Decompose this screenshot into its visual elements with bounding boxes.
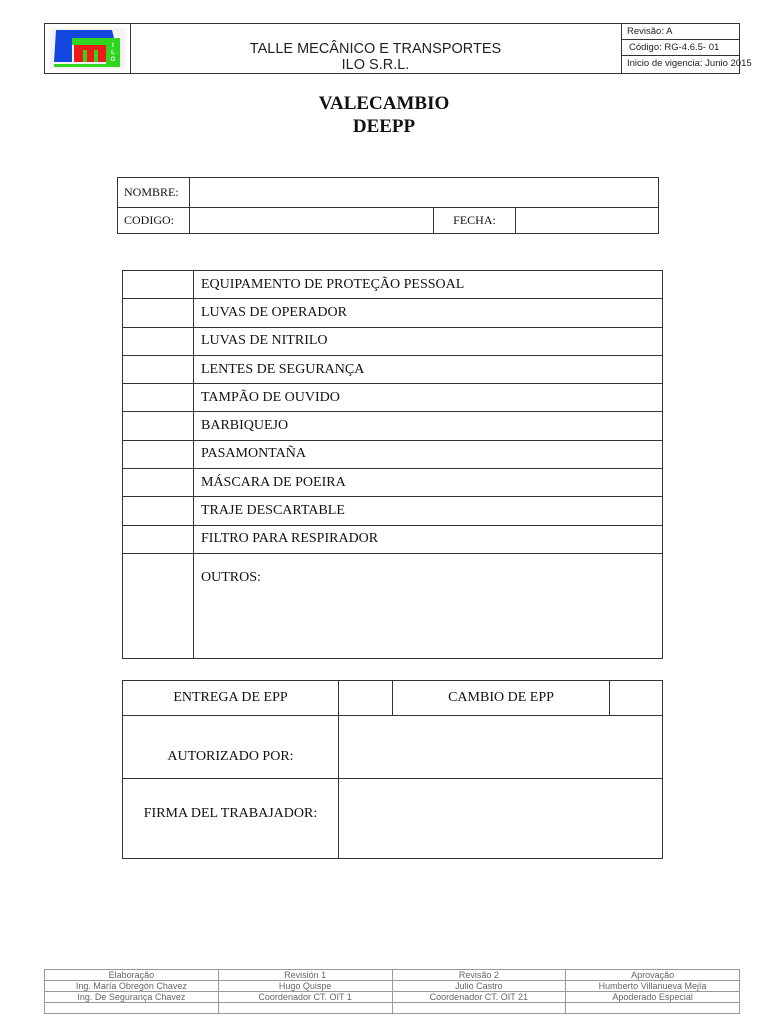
epp-row <box>123 355 663 383</box>
footer-header-revision1: Revisión 1 <box>218 970 392 981</box>
footer-header-elaboration: Elaboração <box>45 970 219 981</box>
name-field[interactable] <box>190 178 659 208</box>
epp-item-label: LENTES DE SEGURANÇA <box>194 355 663 383</box>
employee-info-table <box>117 177 659 234</box>
page-title-line2: DEEPP <box>352 116 416 137</box>
epp-item-label: LUVAS DE NITRILO <box>194 327 663 355</box>
epp-item-label: MÁSCARA DE POEIRA <box>194 469 663 497</box>
footer-signature-cell <box>566 1003 740 1014</box>
worker-signature-label: FIRMA DEL TRABAJADOR: <box>123 779 339 859</box>
epp-checkbox[interactable] <box>123 412 194 440</box>
epp-row <box>123 299 663 327</box>
epp-checkbox[interactable] <box>123 440 194 468</box>
logo-cell <box>45 24 131 73</box>
delivery-checkbox[interactable] <box>339 681 393 716</box>
epp-checkbox[interactable] <box>123 384 194 412</box>
epp-row <box>123 497 663 525</box>
footer-signature-cell <box>392 1003 566 1014</box>
footer-signature-cell <box>45 1003 219 1014</box>
page-title-line1: VALECAMBIO <box>318 93 450 114</box>
epp-item-label: BARBIQUEJO <box>194 412 663 440</box>
page-title <box>0 92 768 138</box>
approval-footer-table <box>44 969 740 1014</box>
epp-item-label: LUVAS DE OPERADOR <box>194 299 663 327</box>
epp-checkbox[interactable] <box>123 553 194 658</box>
epp-row <box>123 412 663 440</box>
document-header <box>44 23 752 74</box>
epp-checkbox[interactable] <box>123 355 194 383</box>
epp-row <box>123 327 663 355</box>
delivery-label: ENTREGA DE EPP <box>123 681 339 716</box>
epp-checkbox[interactable] <box>123 497 194 525</box>
company-name-line1: TALLE MECÂNICO E TRANSPORTES <box>249 41 502 57</box>
worker-signature-field[interactable] <box>339 779 663 859</box>
svg-text:I: I <box>112 43 114 49</box>
effective-date-label: Inicio de vigencia: Junio 2015 <box>627 58 752 69</box>
epp-checkbox[interactable] <box>123 299 194 327</box>
epp-row <box>123 384 663 412</box>
change-checkbox[interactable] <box>610 681 663 716</box>
epp-item-label: PASAMONTAÑA <box>194 440 663 468</box>
epp-item-label: FILTRO PARA RESPIRADOR <box>194 525 663 553</box>
epp-row <box>123 271 663 299</box>
code-field[interactable] <box>190 208 434 234</box>
footer-role: Coordenador CT. OIT 1 <box>218 992 392 1003</box>
company-logo-icon <box>50 28 125 69</box>
others-field[interactable]: OUTROS: <box>194 553 663 658</box>
epp-checklist-table <box>122 270 663 659</box>
epp-checkbox[interactable] <box>123 327 194 355</box>
date-label: FECHA: <box>434 208 516 234</box>
company-name-line2: ILO S.R.L. <box>341 57 410 73</box>
epp-checkbox[interactable] <box>123 525 194 553</box>
epp-checkbox[interactable] <box>123 271 194 299</box>
code-label: Código: RG-4.6.5- 01 <box>622 40 739 56</box>
date-field[interactable] <box>516 208 659 234</box>
footer-header-approval: Aprovação <box>566 970 740 981</box>
code-label: CODIGO: <box>118 208 190 234</box>
name-label: NOMBRE: <box>118 178 190 208</box>
authorized-by-label: AUTORIZADO POR: <box>123 716 339 779</box>
epp-item-label: TAMPÃO DE OUVIDO <box>194 384 663 412</box>
footer-name: Ing. María Obregón Chavez <box>45 981 219 992</box>
epp-checkbox[interactable] <box>123 469 194 497</box>
footer-header-revision2: Revisão 2 <box>392 970 566 981</box>
change-label: CAMBIO DE EPP <box>393 681 610 716</box>
epp-row <box>123 469 663 497</box>
authorized-by-field[interactable] <box>339 716 663 779</box>
svg-text:O: O <box>110 57 116 63</box>
footer-name: Julio Castro <box>392 981 566 992</box>
company-name <box>130 24 622 73</box>
footer-role: Ing. De Segurança Chavez <box>45 992 219 1003</box>
epp-item-label: EQUIPAMENTO DE PROTEÇÃO PESSOAL <box>194 271 663 299</box>
document-meta <box>622 24 752 73</box>
footer-name: Humberto Villanueva Mejía <box>566 981 740 992</box>
epp-row <box>123 440 663 468</box>
footer-role: Apoderado Especial <box>566 992 740 1003</box>
revision-label: Revisão: A <box>622 24 739 40</box>
footer-signature-cell <box>218 1003 392 1014</box>
authorization-table <box>122 680 663 859</box>
epp-item-label: TRAJE DESCARTABLE <box>194 497 663 525</box>
footer-role: Coordenador CT. OIT 21 <box>392 992 566 1003</box>
svg-text:L: L <box>111 50 115 56</box>
footer-name: Hugo Quispe <box>218 981 392 992</box>
epp-row-others <box>123 553 663 658</box>
epp-row <box>123 525 663 553</box>
